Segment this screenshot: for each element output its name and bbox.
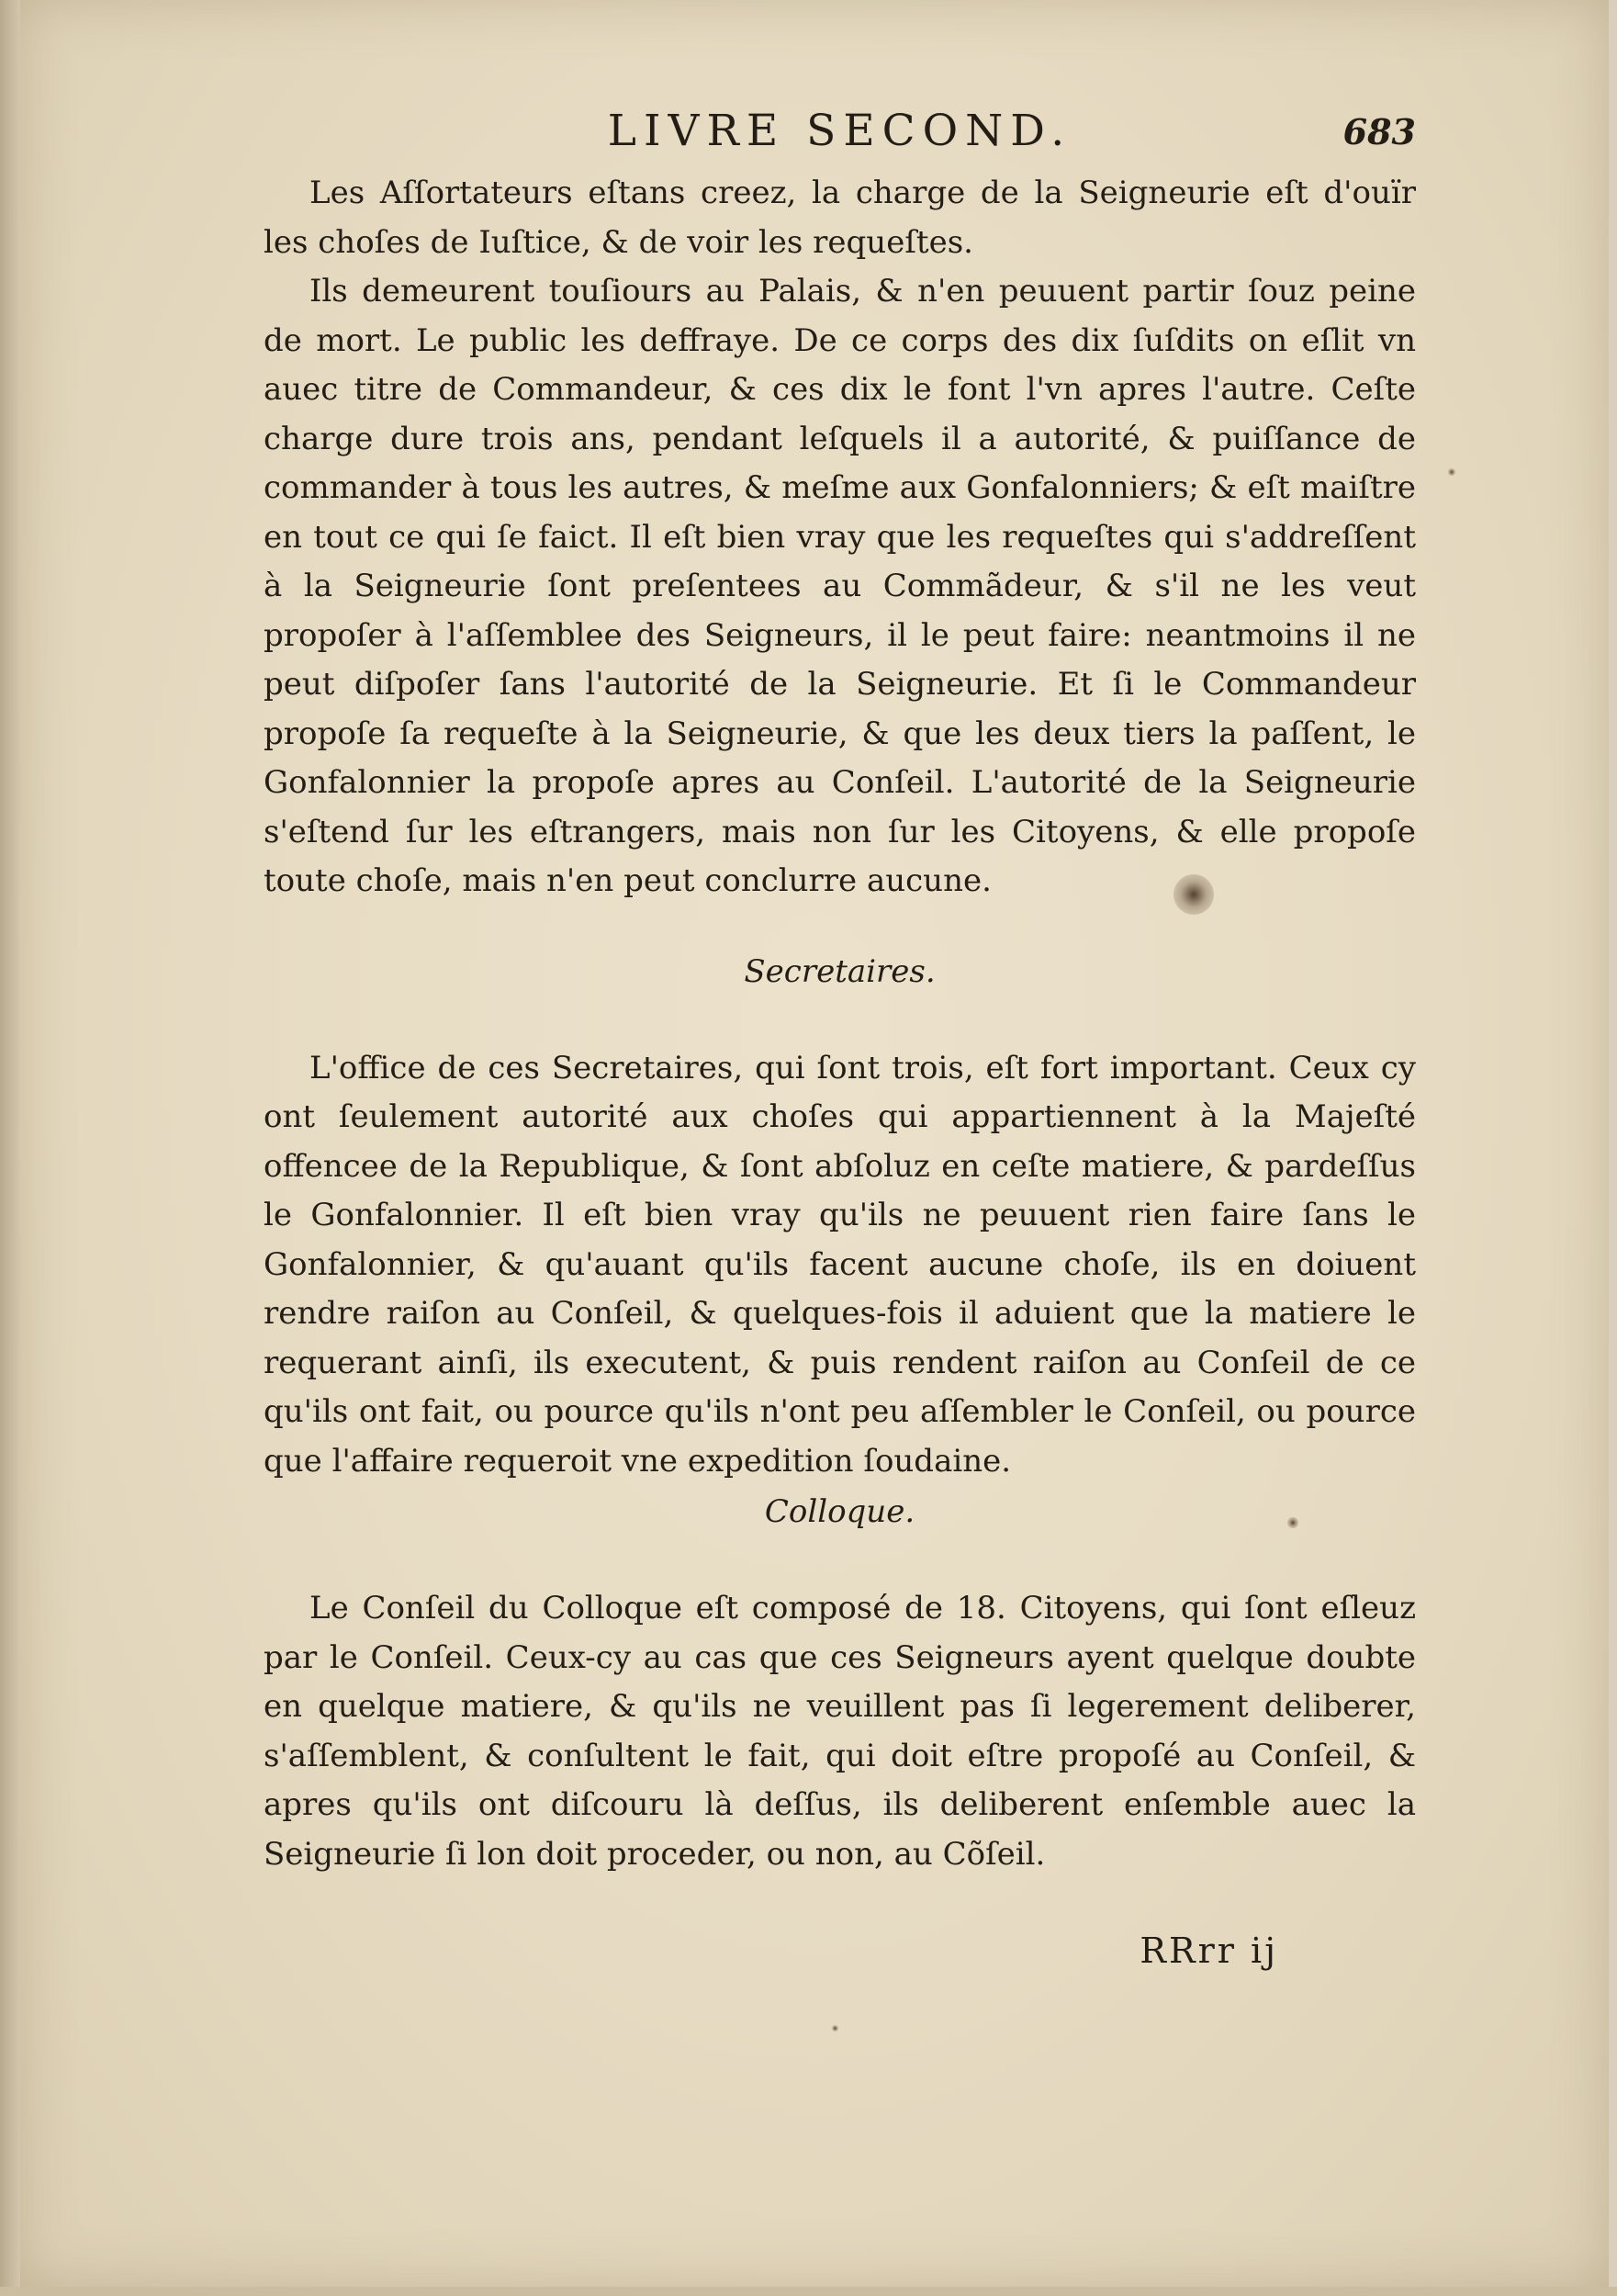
section-heading-colloque: Colloque.: [764, 1493, 915, 1530]
section-colloque: [264, 1584, 1416, 1879]
section-secretaires: [264, 1044, 1416, 1487]
binding-edge: [0, 0, 20, 2296]
ink-speck: [832, 2025, 838, 2032]
section-seigneurie: [264, 169, 1416, 906]
section-heading-secretaires: Secretaires.: [744, 952, 936, 990]
signature-mark: RRrr ij: [1140, 1930, 1278, 1971]
page-bottom-edge: [0, 2287, 1617, 2296]
text-block: [264, 99, 1416, 1978]
ink-speck: [1448, 468, 1455, 476]
page-number: 683: [1342, 111, 1416, 152]
paragraph: Ils demeurent touſiours au Palais, & n'en peuuent partir ſouz peine de mort. Le public les deffraye. De ce corps des dix ſuſdits on eſlit vn auec titre de Commandeur, & ces dix le font l'vn apres l'autre. Ceſte charge dure trois ans, pendant leſquels il a autorité, & puiſſance de commander à tous les autres, & meſme aux Gonfalonniers; & eſt maiſtre en tout ce qui ſe faict. Il eſt bien vray que les requeſtes qui s'addreſſent à la Seigneurie ſont preſentees au Commãdeur, & s'il ne les veut propoſer à l'aſſemblee des Seigneurs, il le peut faire: neantmoins il ne peut diſpoſer ſans l'autorité de la Seigneurie. Et ſi le Commandeur propoſe ſa requeſte à la Seigneurie, & que les deux tiers la paſſent, le Gonfalonnier la propoſe apres au Conſeil. L'autorité de la Seigneurie s'eſtend ſur les eſtrangers, mais non ſur les Citoyens, & elle propoſe toute choſe, mais n'en peut conclurre aucune.: [264, 273, 1416, 899]
book-page: [20, 0, 1609, 2287]
running-title: LIVRE SECOND.: [607, 106, 1072, 156]
paragraph: Les Aſſortateurs eſtans creez, la charge de la Seigneurie eſt d'ouïr les choſes de Iuſtice, & de voir les requeſtes.: [264, 174, 1416, 261]
running-head: [264, 99, 1416, 163]
paragraph: Le Conſeil du Colloque eſt composé de 18. Citoyens, qui ſont eſleuz par le Conſeil. Ceux-cy au cas que ces Seigneurs ayent quelque doubte en quelque matiere, & qu'ils ne veuillent pas ſi legerement deliberer, s'aſſemblent, & conſultent le fait, qui doit eſtre propoſé au Conſeil, & apres qu'ils ont diſcouru là deſſus, ils deliberent enſemble auec la Seigneurie ſi lon doit proceder, ou non, au Cõſeil.: [264, 1590, 1416, 1873]
paragraph: L'office de ces Secretaires, qui ſont trois, eſt fort important. Ceux cy ont ſeulement autorité aux choſes qui appartiennent à la Majeſté offencee de la Republique, & ſont abſoluz en ceſte matiere, & pardeſſus le Gonfalonnier. Il eſt bien vray qu'ils ne peuuent rien faire ſans le Gonfalonnier, & qu'auant qu'ils facent aucune choſe, ils en doiuent rendre raiſon au Conſeil, & quelques-fois il aduient que la matiere le requerant ainſi, ils executent, & puis rendent raiſon au Conſeil de ce qu'ils ont fait, ou pource qu'ils n'ont peu aſſembler le Conſeil, ou pource que l'affaire requeroit vne expedition ſoudaine.: [264, 1049, 1416, 1480]
